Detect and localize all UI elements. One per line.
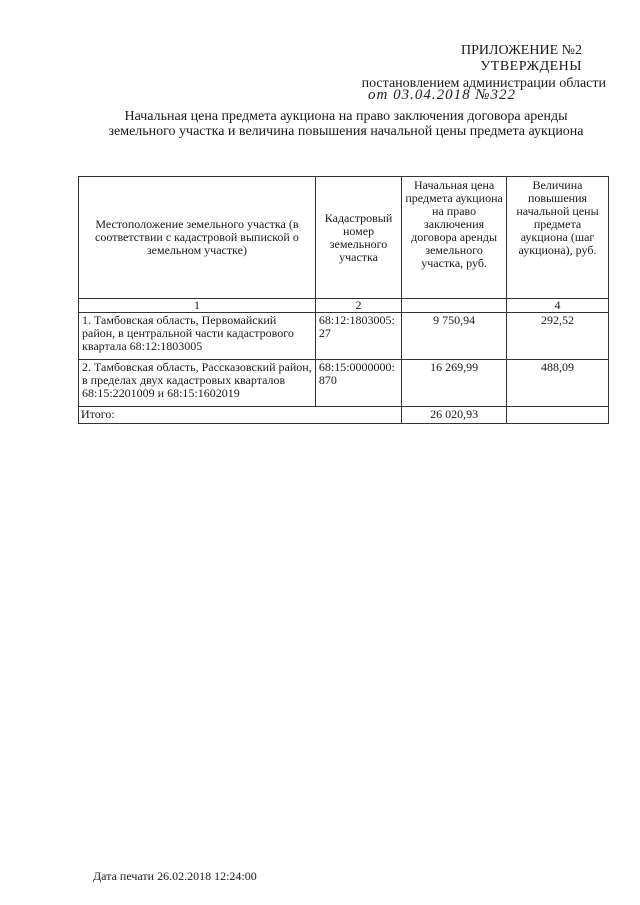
document-title: Начальная цена предмета аукциона на право заключения договора аренды земельного участка и величина повышения начальной цены предмета аукциона [108,109,584,139]
total-empty-cell [507,407,609,424]
table-row [79,313,609,360]
row-cadastral: 68:15:0000000:870 [315,360,401,407]
total-row [79,407,609,424]
column-header-cadastral: Кадастровый номер земельного участка [315,177,401,299]
column-number: 2 [315,299,401,313]
row-start-price: 9 750,94 [402,313,507,360]
total-value: 26 020,93 [402,407,507,424]
table-header-row [79,177,609,299]
total-label: Итого: [79,407,402,424]
row-step: 488,09 [507,360,609,407]
approved-label: УТВЕРЖДЕНЫ [480,59,582,74]
column-header-start-price: Начальная цена предмета аукциона на право заключения договора аренды земельного участка, руб. [402,177,507,299]
row-step: 292,52 [507,313,609,360]
handwritten-decree-date: от 03.04.2018 №322 [368,87,516,103]
row-cadastral: 68:12:1803005:27 [315,313,401,360]
row-start-price: 16 269,99 [402,360,507,407]
print-date: Дата печати 26.02.2018 12:24:00 [93,869,257,883]
column-header-location: Местоположение земельного участка (в соответствии с кадастровой выпиской о земельном участке) [79,177,316,299]
column-numbers-row [79,299,609,313]
column-number: 4 [507,299,609,313]
auction-price-table [78,176,609,424]
row-location: 1. Тамбовская область, Первомайский район, в центральной части кадастрового квартала 68:12:1803005 [79,313,316,360]
decree-reference: постановлением администрации области [361,76,606,91]
table-row [79,360,609,407]
column-number [402,299,507,313]
appendix-number: ПРИЛОЖЕНИЕ №2 [461,43,582,58]
column-number: 1 [79,299,316,313]
row-location: 2. Тамбовская область, Рассказовский район, в пределах двух кадастровых кварталов 68:15:2201009 и 68:15:1602019 [79,360,316,407]
column-header-step: Величина повышения начальной цены предмета аукциона (шаг аукциона), руб. [507,177,609,299]
